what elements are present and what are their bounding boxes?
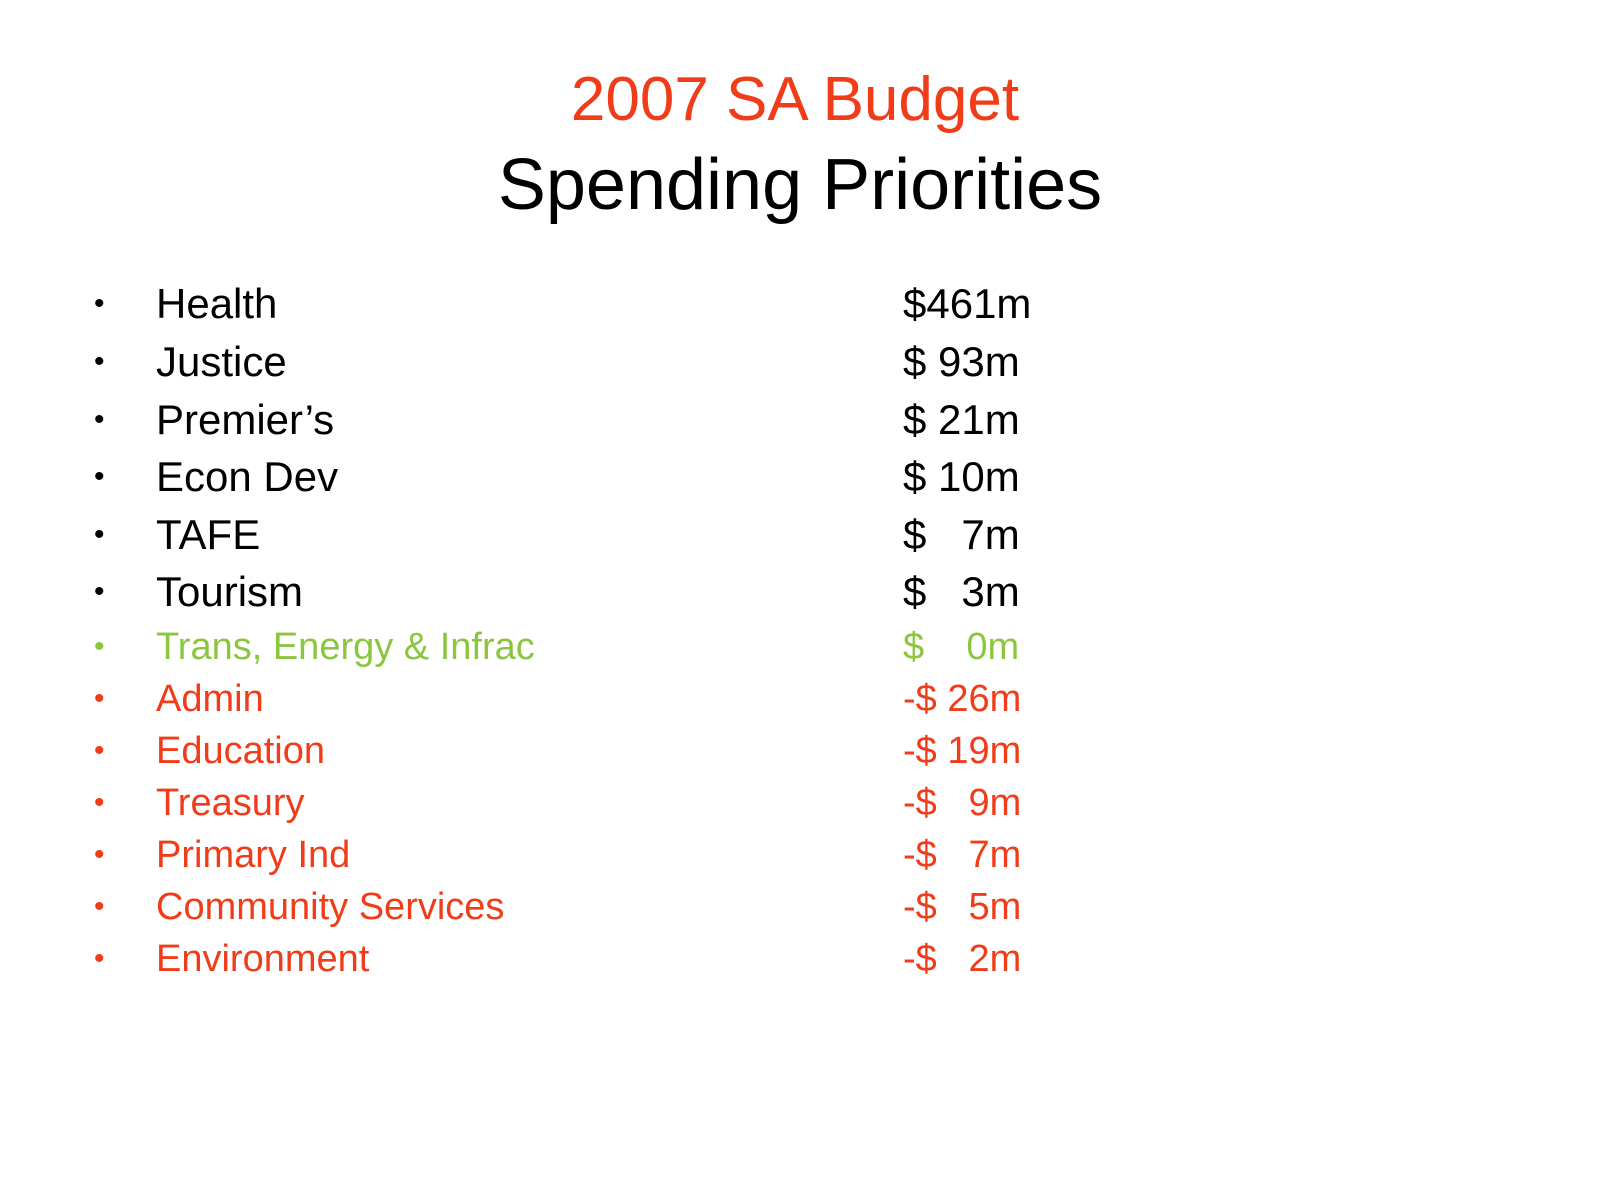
list-item xyxy=(0,674,1600,724)
slide-title-year: 2007 SA Budget xyxy=(570,65,1020,134)
list-item xyxy=(0,395,1600,445)
bullet-icon: • xyxy=(94,682,105,715)
item-label: Econ Dev xyxy=(156,453,339,500)
list-item xyxy=(0,337,1600,387)
list-item xyxy=(0,567,1600,617)
item-label: Community Services xyxy=(156,886,505,928)
item-amount: $ 0m xyxy=(903,626,1020,668)
bullet-icon: • xyxy=(94,942,105,975)
bullet-icon: • xyxy=(94,518,105,551)
item-label: Trans, Energy & Infrac xyxy=(156,626,535,668)
bullet-icon: • xyxy=(94,838,105,871)
item-label: Premier’s xyxy=(156,396,335,443)
item-amount: -$ 26m xyxy=(903,678,1022,720)
item-label: Environment xyxy=(156,938,370,980)
list-item xyxy=(0,882,1600,932)
bullet-icon: • xyxy=(94,460,105,493)
list-item xyxy=(0,830,1600,880)
item-label: Tourism xyxy=(156,568,304,615)
item-amount: $ 7m xyxy=(903,511,1020,558)
bullet-icon: • xyxy=(94,287,105,320)
list-item xyxy=(0,510,1600,560)
bullet-icon: • xyxy=(94,345,105,378)
list-item xyxy=(0,934,1600,984)
list-item xyxy=(0,452,1600,502)
item-label: TAFE xyxy=(156,511,261,558)
bullet-icon: • xyxy=(94,630,105,663)
item-label: Health xyxy=(156,280,278,327)
item-amount: -$ 2m xyxy=(903,938,1022,980)
item-amount: -$ 5m xyxy=(903,886,1022,928)
item-label: Admin xyxy=(156,678,264,720)
item-amount: $ 21m xyxy=(903,396,1020,443)
item-amount: $ 3m xyxy=(903,568,1020,615)
item-label: Education xyxy=(156,730,326,772)
bullet-icon: • xyxy=(94,575,105,608)
item-amount: -$ 19m xyxy=(903,730,1022,772)
item-amount: $461m xyxy=(903,280,1032,327)
item-amount: $ 93m xyxy=(903,338,1020,385)
item-label: Primary Ind xyxy=(156,834,351,876)
item-label: Treasury xyxy=(156,782,305,824)
list-item xyxy=(0,726,1600,776)
list-item xyxy=(0,279,1600,329)
item-label: Justice xyxy=(156,338,287,385)
item-amount: -$ 7m xyxy=(903,834,1022,876)
item-amount: $ 10m xyxy=(903,453,1020,500)
bullet-icon: • xyxy=(94,786,105,819)
bullet-icon: • xyxy=(94,403,105,436)
bullet-icon: • xyxy=(94,734,105,767)
list-item xyxy=(0,622,1600,672)
list-item xyxy=(0,778,1600,828)
bullet-icon: • xyxy=(94,890,105,923)
slide-title: Spending Priorities xyxy=(497,145,1103,225)
item-amount: -$ 9m xyxy=(903,782,1022,824)
